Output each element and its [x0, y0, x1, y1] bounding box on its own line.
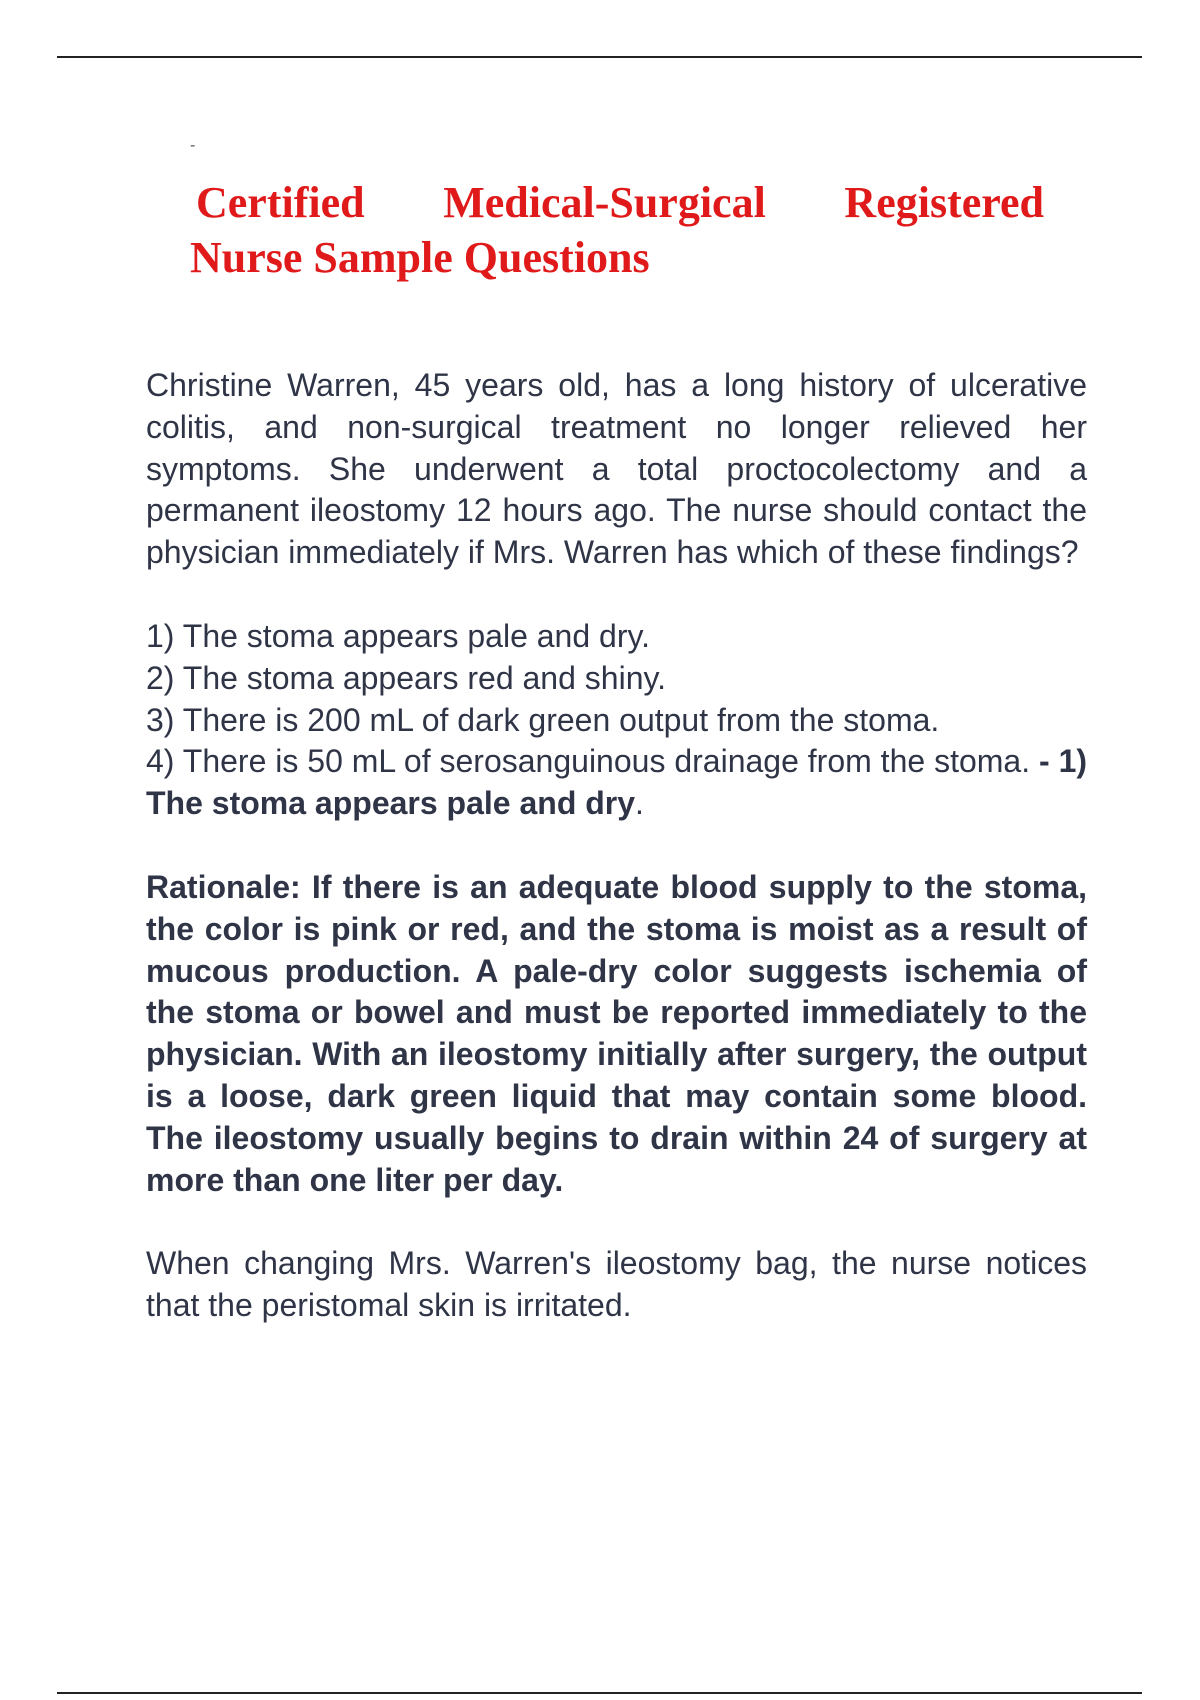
answer-separator: - — [1030, 743, 1059, 780]
spacer — [146, 825, 1087, 867]
rationale-text: Rationale: If there is an adequate blood supply to the stoma, the color is pink or red, and the stoma is moist as a result of mucous production. A pale-dry color suggests ischemia of the stoma or bowel and must be reported immediately to the physician. With an ileostomy initially after surgery, the output is a loose, dark green liquid that may contain some blood. The ileostomy usually begins to drain within 24 of surgery at more than one liter per day. — [146, 868, 1087, 1198]
title-line-1: Certified Medical-Surgical Registered — [196, 178, 1044, 227]
question-2-text: When changing Mrs. Warren's ileostomy bag, the nurse notices that the peristomal skin is irritated. — [146, 1245, 1087, 1324]
title-line-2: Nurse Sample Questions — [190, 233, 650, 282]
spacer — [146, 1201, 1087, 1243]
answer-options-list — [146, 616, 1087, 825]
option-4-text: 4) There is 50 mL of serosanguinous drainage from the stoma. — [146, 743, 1031, 780]
top-horizontal-rule — [57, 56, 1142, 58]
spacer — [146, 574, 1087, 616]
option-item: 1) The stoma appears pale and dry. — [146, 617, 650, 654]
option-item-with-answer — [146, 741, 1087, 825]
bottom-horizontal-rule — [57, 1692, 1142, 1694]
document-body — [146, 365, 1087, 1327]
question-1-text: Christine Warren, 45 years old, has a long history of ulcerative colitis, and non-surgical treatment no longer relieved her symptoms. She underwent a total proctocolectomy and a permanent ileostomy 12 hours ago. The nurse should contact the physician immediately if Mrs. Warren has which of these findings? — [146, 367, 1087, 571]
correct-answer: 1) The stoma appears pale and dry — [146, 743, 1088, 822]
tick-mark: - — [190, 137, 196, 154]
document-title — [190, 175, 1044, 285]
option-item: 3) There is 200 mL of dark green output from the stoma. — [146, 701, 940, 738]
option-item: 2) The stoma appears red and shiny. — [146, 659, 666, 696]
answer-period: . — [635, 785, 644, 822]
